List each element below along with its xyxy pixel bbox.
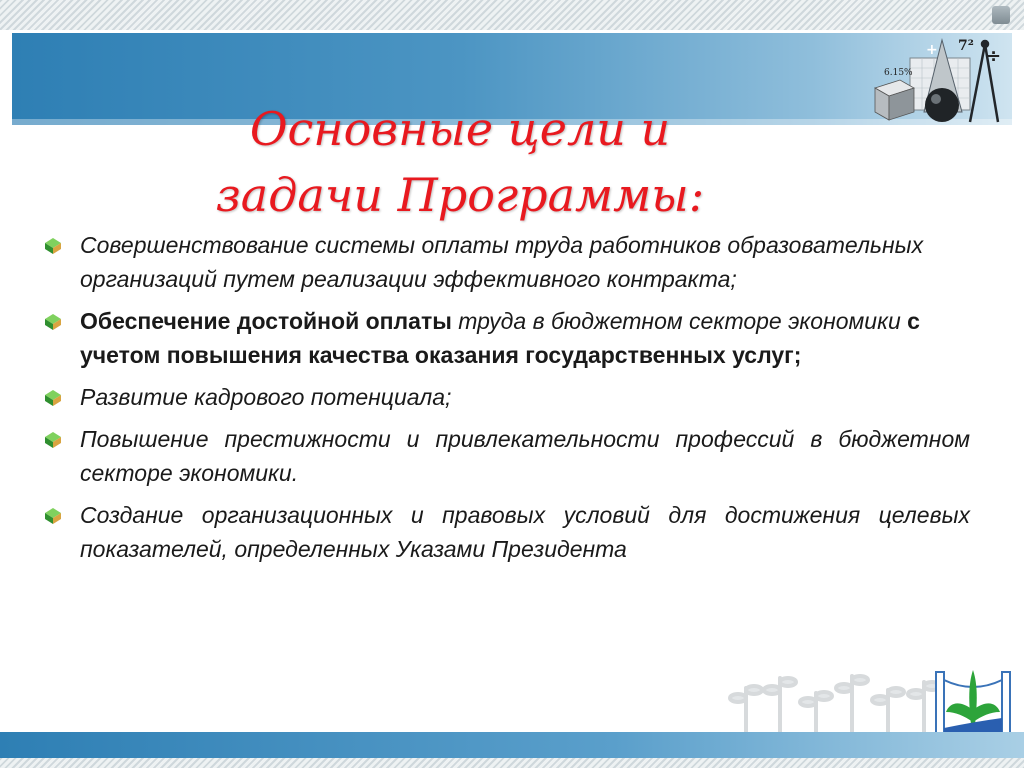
logo-power-label: 7² — [958, 38, 974, 54]
bullet-icon — [44, 237, 62, 255]
title-line-2: задачи Программы: — [215, 168, 705, 222]
list-item-bold-text: с учетом повышения качества оказания государственных услуг; — [80, 308, 920, 368]
title-line-1: Основные цели и — [249, 102, 671, 156]
top-decorative-stripe — [0, 0, 1024, 30]
footer-band — [0, 732, 1024, 758]
plants-decoration-icon — [728, 668, 948, 738]
bullet-icon — [44, 507, 62, 525]
bullet-icon — [44, 431, 62, 449]
list-item-text: Создание организационных и правовых условий для достижения целевых показателей, определенных Указами Президента — [80, 502, 970, 562]
slide-title — [180, 96, 740, 228]
list-item-text: Развитие кадрового потенциала; — [80, 384, 452, 410]
goals-list — [44, 228, 970, 574]
bullet-icon — [44, 389, 62, 407]
list-item — [44, 498, 970, 566]
list-item-text: Повышение престижности и привлекательности профессий в бюджетном секторе экономики. — [80, 426, 970, 486]
list-item-text: Совершенствование системы оплаты труда работников образовательных организаций путем реализации эффективного контракта; — [80, 232, 924, 292]
list-item — [44, 380, 970, 414]
list-item — [44, 228, 970, 296]
corner-tab — [992, 6, 1010, 24]
bullet-icon — [44, 313, 62, 331]
list-item-text: труда в бюджетном секторе экономики — [451, 308, 908, 334]
list-item — [44, 422, 970, 490]
svg-text:÷: ÷ — [986, 46, 1002, 67]
bottom-decorative-stripe — [0, 758, 1024, 768]
list-item-bold-text: Обеспечение достойной оплаты — [80, 308, 452, 334]
svg-text:+: + — [926, 42, 938, 58]
list-item — [44, 304, 970, 372]
math-shapes-icon — [870, 30, 1005, 130]
logo-percent-label: 6.15% — [884, 68, 913, 78]
